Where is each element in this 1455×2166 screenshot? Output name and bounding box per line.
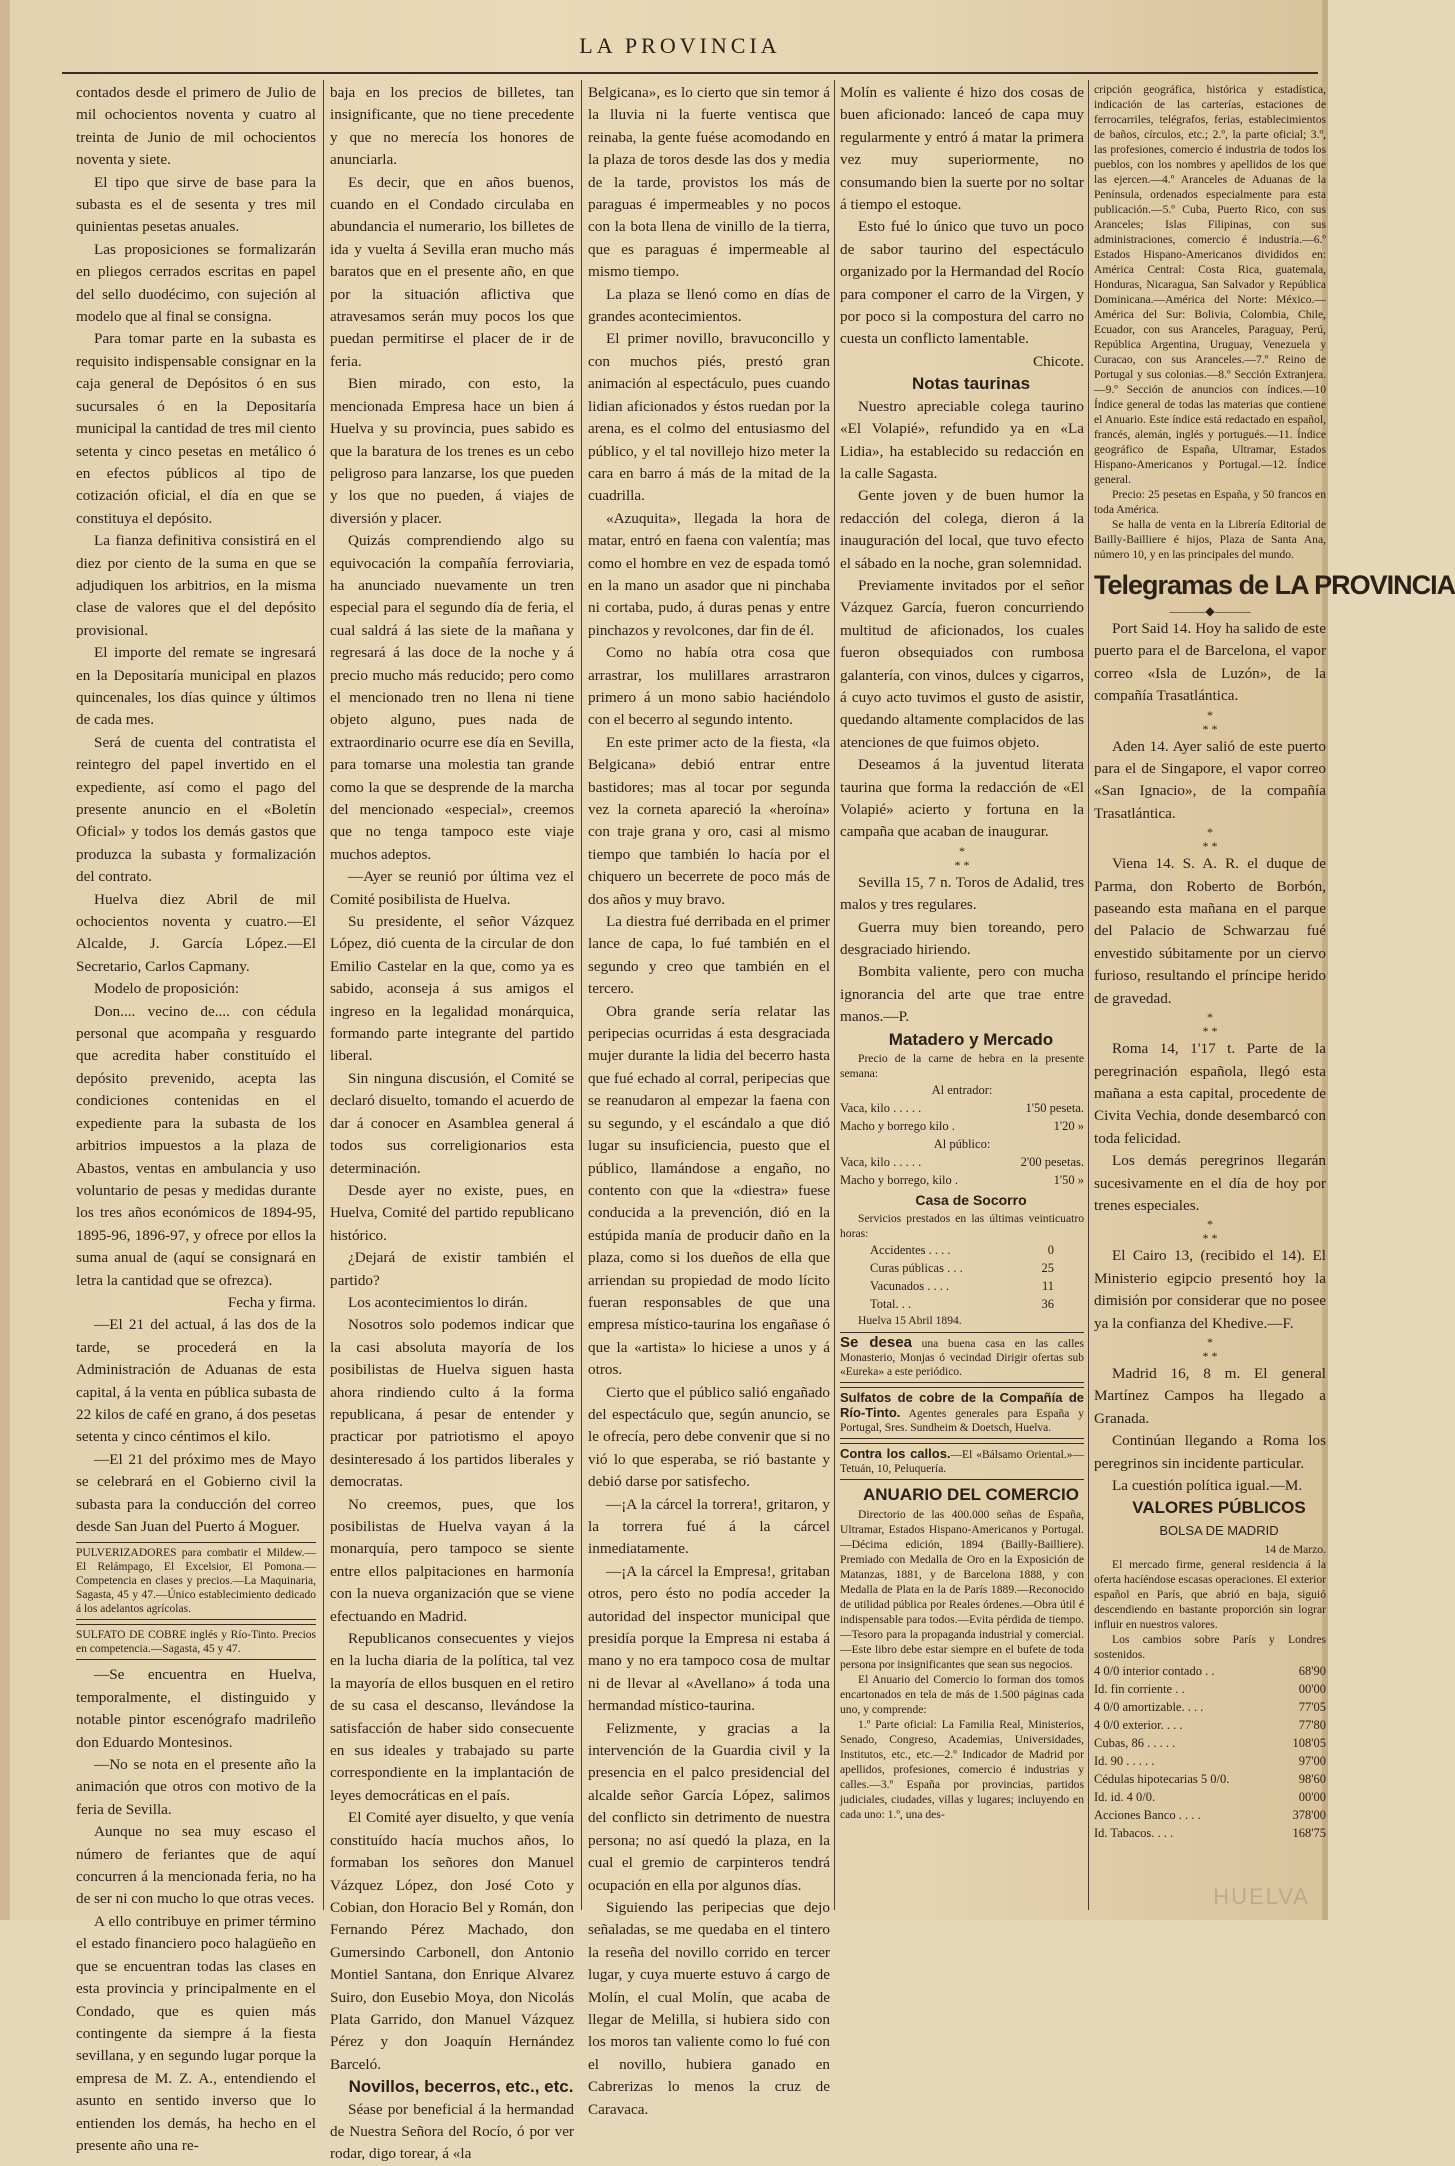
column-5 bbox=[1094, 82, 1455, 1912]
paragraph: Su presidente, el señor Vázquez López, dió cuenta de la circular de don Emilio Castelar en la que, como ya es sabido, aconseja á sus amigos el ingreso en la legalidad monárquica, formando parte integrante del partido liberal. bbox=[330, 913, 574, 1065]
paragraph: —El 21 del próximo mes de Mayo se celebrará en el Gobierno civil la subasta para la conducción del correo desde San Juan del Puerto á Moguer. bbox=[76, 1450, 316, 1535]
table-row bbox=[1094, 1824, 1326, 1842]
paragraph: Servicios prestados en las últimas veinticuatro horas: bbox=[840, 1212, 1084, 1241]
section-heading: ANUARIO DEL COMERCIO bbox=[863, 1485, 1079, 1505]
table-row bbox=[1094, 1806, 1326, 1824]
telegram: El Cairo 13, (recibido el 14). El Ministerio egipcio presentó hoy la dimisión por considerar que no posee ya la confianza del Khedive.—F. bbox=[1094, 1247, 1326, 1332]
stock-value: 77'80 bbox=[1298, 1718, 1326, 1733]
stock-label: 4 0/0 interior contado . . bbox=[1094, 1664, 1215, 1679]
stock-label: Cubas, 86 . . . . . bbox=[1094, 1736, 1176, 1751]
subheading: BOLSA DE MADRID bbox=[1159, 1522, 1279, 1538]
dateline: 14 de Marzo. bbox=[1264, 1543, 1326, 1557]
stock-label: Id. 90 . . . . . bbox=[1094, 1754, 1155, 1769]
section-heading: Novillos, becerros, etc., etc. bbox=[348, 2077, 574, 2097]
table-row bbox=[1094, 1698, 1326, 1716]
column-3 bbox=[588, 82, 830, 2118]
column-divider bbox=[1088, 80, 1089, 1910]
stock-label: 4 0/0 exterior. . . . bbox=[1094, 1718, 1183, 1733]
paragraph: Directorio de las 400.000 señas de España, Ultramar, Estados Hispano-Americanos y Portugal.—Décima edición, 1894 (Bailly-Bailliere). Premiado con Medalla de Oro en la Exposición de Matanzas, 1881, y de Barcelona 1888, y con Medalla de Plata en la de París 1889.—Reconocido de utilidad pública por Reales órdenes.—Obra útil é indispensable para todos.—Evita pérdida de tiempo.—Tesoro para la propaganda industrial y comercial.—Este libro debe estar siempre en el bufete de toda persona por insignificantes que sean sus negocios. bbox=[840, 1507, 1084, 1671]
page-edge-left bbox=[0, 0, 10, 1920]
paragraph: Es decir, que en años buenos, cuando en el Condado circulaba en abundancia el numerario, los billetes de ida y vuelta á Sevilla eran mucho más baratos que en el presente año, en que por la situación aflictiva que atravesamos serán muy pocos los que puedan permitirse el placer de ir de feria. bbox=[330, 173, 574, 370]
table-row: Vaca, kilo . . . . . 2'00 pesetas. bbox=[840, 1155, 1084, 1170]
column-divider bbox=[581, 80, 582, 1910]
paragraph: Siguiendo las peripecias que dejo señaladas, se me quedaba en el tintero la reseña del novillo corrido en tercer lugar, y cuya muerte estuvo á cargo de Molín, el cual Molín, que acaba de llegar de Melilla, si hubiera sido con los moros tan valiente como lo fué con el novillo, hubiera ganado en Cabrerizas lo menos la cruz de Caravaca. bbox=[588, 1898, 830, 2118]
services-table bbox=[840, 1241, 1084, 1313]
stock-label: Acciones Banco . . . . bbox=[1094, 1808, 1201, 1823]
paragraph: —¡A la cárcel la Empresa!, gritaban otros, pero ésto no podía acceder la autoridad del inspector municipal que presidía porque la Empresa ni estaba á mano y no era tampoco cosa de multar ni de llevar al «Avellano» á toda una hermandad místico-taurina. bbox=[588, 1562, 830, 1715]
paragraph: El importe del remate se ingresará en la Depositaría municipal en plazos quincenales, los días quince y últimos de cada mes. bbox=[76, 644, 316, 729]
signature-line: Fecha y firma. bbox=[227, 1293, 316, 1311]
paragraph: Cierto que el público salió engañado del espectáculo que, según anuncio, se le ofrecía, pero debe convenir que si no vió lo que esperaba, se rió bastante y debió darse por satisfecho. bbox=[588, 1383, 830, 1491]
masthead-rule bbox=[62, 72, 1318, 74]
paragraph: Don.... vecino de.... con cédula personal que acompaña y resguardo que acredita haber constituído el depósito prevenido, acepta las condiciones contenidas en el expediente para la subasta de los arbitrios impuestos a la plaza de Abastos, ventas en ambulancia y uso voluntario de pesas y medidas durante los tres años económicos de 1894-95, 1895-96, 1896-97, y ofrece por ellos la suma anual de (aquí se consignará en letra la cantidad que se ofrezca). bbox=[76, 1002, 316, 1289]
paragraph: Séase por beneficial á la hermandad de Nuestra Señora del Rocío, ó por ver rodar, digo torear, á «la bbox=[330, 2100, 574, 2163]
masthead: LA PROVINCIA bbox=[579, 33, 781, 58]
paragraph: La plaza se llenó como en días de grandes acontecimientos. bbox=[588, 285, 830, 326]
price-table bbox=[840, 1081, 1084, 1189]
telegram-heading: Telegramas de LA PROVINCIA bbox=[1094, 570, 1455, 600]
table-row bbox=[1094, 1680, 1326, 1698]
separator-asterisks: * * * bbox=[1202, 707, 1218, 736]
separator-asterisks: * * * bbox=[1202, 825, 1218, 854]
paragraph: Obra grande sería relatar las peripecias ocurridas á esta desgraciada mujer durante la lidia del becerro hasta que fué echado al corral, peripecias que se reanudaron al empezar la faena con su segundo, y el escándalo a que dió lugar su insuficiencia, puesto que el público, llamándose a engaño, no contento con que la «diestra» fuese conducida a la prevención, dió en la estúpida manía de producir daño en la plaza, como si los dueños de ella que arriendan su propiedad de modo lícito fueran responsables de que una empresa místico-taurina los engañase ó que la «artista» lo hiciese a unos y á otros. bbox=[588, 1002, 830, 1379]
paragraph: Bien mirado, con esto, la mencionada Empresa hace un bien á Huelva y su provincia, pues sabido es que la baratura de los trenes es un cebo peligroso para lanzarse, los que pueden y los que no pueden, á viajes de diversión y placer. bbox=[330, 375, 574, 527]
paragraph: El tipo que sirve de base para la subasta es el de sesenta y tres mil quinientas pesetas anuales. bbox=[76, 173, 316, 236]
paragraph: El mercado firme, general residencia á la oferta hacíéndose escasas operaciones. El exterior español en París, que abrió en baja, siguió descendiendo en bastante proporción sin lograr influir en nuestros valores. bbox=[1094, 1558, 1326, 1632]
table-subheading: Al público: bbox=[933, 1137, 991, 1152]
paragraph: Los cambios sobre París y Londres sostenidos. bbox=[1094, 1633, 1326, 1662]
table-row: Macho y borrego kilo . 1'20 » bbox=[840, 1119, 1084, 1134]
stock-value: 00'00 bbox=[1298, 1682, 1326, 1697]
paragraph: cripción geográfica, histórica y estadística, indicación de las carterías, estaciones de ferrocarriles, telégrafos, ferias, establecimientos de baños, círculos, etc.; 2.º, la parte oficial; 3.º, las profesiones, comercio é industria de todos los pueblos, con los nombres y apellidos de los que las ejercen.—4.º Aranceles de Aduanas de la Península, ordenados especialmente para esta publicación.—5.º Cuba, Puerto Rico, con sus Aranceles; Islas Filipinas, con sus administraciones, comercio é industria.—6.º Estados Hispano-Americanos divididos en: América Central: Costa Rica, guatemala, Honduras, Nicaragua, San Salvador y República Dominicana.—América del Norte: México.—América del Sur: Bolivia, Colombia, Chile, Ecuador, con sus Aranceles, Paraguay, Perú, República Argentina, Uruguay, Venezuela y Curacao, con sus Aranceles.—7.º Reino de Portugal y sus colonias.—8.º Sección Extranjera.—9.º Sección de anuncios con índices.—10 Índice general de todas las materias que contiene el Anuario. Este índice está redactado en español, francés, alemán, inglés y portugués.—11. Índice geográfico de España, Ultramar, Estados Hispano-Americanos y Portugal.—12. Índice general. bbox=[1094, 83, 1326, 486]
paragraph: El Comité ayer disuelto, y que venía constituído hacía muchos años, lo formaban los señores don Manuel Vázquez López, don José Coto y Cobian, don Horacio Bel y Román, don Fernando Pérez Machado, don Gumersindo Carbonell, don Antonio Montiel Santana, don Enrique Alvarez Suiro, don Eusebio Moya, don Nicolás Plata Garrido, don Manuel Vázquez Pérez y don Joaquín Hernández Barceló. bbox=[330, 1809, 574, 2073]
table-subheading: Al entrador: bbox=[931, 1083, 993, 1098]
telegram: Madrid 16, 8 m. El general Martínez Campos ha llegado a Granada. bbox=[1094, 1364, 1326, 1427]
section-heading: VALORES PÚBLICOS bbox=[1132, 1498, 1306, 1518]
paragraph: Como no había otra cosa que arrastrar, los mulillares arrastraron primero á un mono sabio haciéndolo con el becerro al segundo intento. bbox=[588, 644, 830, 729]
table-row bbox=[1094, 1770, 1326, 1788]
paragraph: Huelva diez Abril de mil ochocientos noventa y cuatro.—El Alcalde, J. García López.—El Secretario, Carlos Capmany. bbox=[76, 890, 316, 975]
paragraph: El primer novillo, bravuconcillo y con muchos piés, prestó gran animación al espectáculo, pues cuando lidian aficionados y éstos ruedan por la arena, es el colmo del entusiasmo del público, y el tal novillejo hizo meter la cara en barro á más de la mitad de la cuadrilla. bbox=[588, 330, 830, 505]
column-divider bbox=[323, 80, 324, 1910]
paragraph: Republicanos consecuentes y viejos en la lucha diaria de la política, tal vez la mayoría de ellos busquen en el retiro de su casa el descanso, llevándose la satisfacción de haber sido consecuente en sus ideales y trabajado su parte correspondiente en la implantación de leyes democráticas en el país. bbox=[330, 1630, 574, 1804]
section-heading: Matadero y Mercado bbox=[888, 1029, 1054, 1049]
paragraph: Quizás comprendiendo algo su equivocación la compañía ferroviaria, ha anunciado nuevamente un tren especial para el segundo día de feria, el cual saldrá á las siete de la mañana y regresará á las doce de la noche y á precio mucho más reducido; pero como el mencionado tren no llena ni tiene objeto alguno, pues nada de extraordinario ocurre ese día en Sevilla, para tomarse una molestia tan grande como la que se desprende de la marcha del mencionado «especial», creemos que no tenga tampoco este viaje muchos adeptos. bbox=[330, 532, 574, 863]
table-row: Total. . . 36 bbox=[870, 1297, 1054, 1312]
paragraph: Nuestro apreciable colega taurino «El Volapié», refundido ya en «La Lidia», ha establecido su redacción en la calle Sagasta. bbox=[840, 397, 1084, 482]
column-divider bbox=[834, 80, 835, 1910]
stock-label: Cédulas hipotecarias 5 0/0. bbox=[1094, 1772, 1230, 1787]
section-heading: Notas taurinas bbox=[911, 374, 1031, 394]
stock-value: 00'00 bbox=[1298, 1790, 1326, 1805]
paragraph: Guerra muy bien toreando, pero desgraciado hiriendo. bbox=[840, 918, 1084, 959]
table-row: Macho y borrego, kilo . 1'50 » bbox=[840, 1173, 1084, 1188]
paragraph: Se halla de venta en la Librería Editorial de Bailly-Bailliere é hijos, Plaza de Santa Ana, número 10, y en las principales del mundo. bbox=[1094, 518, 1326, 561]
table-row bbox=[1094, 1734, 1326, 1752]
paragraph: contados desde el primero de Julio de mil ochocientos noventa y cuatro al treinta de Junio de mil ochocientos noventa y siete. bbox=[76, 84, 316, 169]
column-2 bbox=[330, 82, 574, 2163]
table-row: Curas públicas . . . 25 bbox=[870, 1261, 1054, 1276]
advertisement: Contra los callos.—El «Bálsamo Oriental.»—Tetuán, 10, Peluquería. bbox=[840, 1443, 1084, 1480]
telegram: Aden 14. Ayer salió de este puerto para el de Singapore, el vapor correo «San Ignacio», de la compañía Trasatlántica. bbox=[1094, 737, 1326, 822]
paragraph: Sevilla 15, 7 n. Toros de Adalid, tres malos y tres regulares. bbox=[840, 873, 1084, 914]
paragraph: La fianza definitiva consistirá en el diez por ciento de la suma en que se adjudiquen los arbitrios, en la misma clase de valores que el del depósito provisional. bbox=[76, 532, 316, 639]
stock-label: Id. fin corriente . . bbox=[1094, 1682, 1185, 1697]
paragraph: Precio de la carne de hebra en la presente semana: bbox=[840, 1052, 1084, 1081]
table-row: Vacunados . . . . 11 bbox=[870, 1279, 1054, 1294]
paragraph: Gente joven y de buen humor la redacción del colega, dieron á la inauguración del local, que tuvo efecto el sábado en la noche, gran solemnidad. bbox=[840, 487, 1084, 572]
paragraph: Bombita valiente, pero con mucha ignorancia del arte que trae entre manos.—P. bbox=[840, 963, 1084, 1026]
paragraph: Las proposiciones se formalizarán en pliegos cerrados escritas en papel del sello duodécimo, con sujeción al modelo que al final se consigna. bbox=[76, 240, 316, 326]
telegram: Port Said 14. Hoy ha salido de este puerto para el de Barcelona, el vapor correo «Isla de Luzón», de la compañía Trasatlántica. bbox=[1094, 620, 1326, 705]
library-watermark: HUELVA bbox=[1213, 1884, 1310, 1909]
table-row: Vaca, kilo . . . . . 1'50 peseta. bbox=[840, 1101, 1084, 1116]
paragraph: Los acontecimientos lo dirán. bbox=[348, 1293, 528, 1311]
stock-value: 97'00 bbox=[1298, 1754, 1326, 1769]
paragraph: A ello contribuye en primer término el estado financiero poco halagüeño en que se encuentran todas las clases en esta provincia y principalmente en el Condado, que es quien más contingente da siempre á la fiesta sevillana, y en segundo lugar porque la empresa de M. Z. A., entendiendo el asunto en sentido inverso que lo entienden los demás, ha hecho en el presente año una re- bbox=[76, 1912, 316, 2154]
table-row bbox=[1094, 1662, 1326, 1680]
stock-label: Id. Tabacos. . . . bbox=[1094, 1826, 1174, 1841]
paragraph: Precio: 25 pesetas en España, y 50 francos en toda América. bbox=[1094, 488, 1326, 516]
stock-value: 68'90 bbox=[1298, 1664, 1326, 1679]
paragraph: Molín es valiente é hizo dos cosas de buen aficionado: lanceó de capa muy regularmente y entró á matar la primera vez muy superiormente, no consumando bien la suerte por no soltar á tiempo el estoque. bbox=[840, 84, 1084, 214]
column-1 bbox=[76, 82, 316, 2154]
paragraph: —Se encuentra en Huelva, temporalmente, el distinguido y notable pintor escenógrafo madrileño don Eduardo Montesinos. bbox=[76, 1666, 316, 1751]
separator-asterisks: * * * bbox=[1202, 1010, 1218, 1039]
stock-label: 4 0/0 amortizable. . . . bbox=[1094, 1700, 1204, 1715]
stock-value: 108'05 bbox=[1292, 1736, 1326, 1751]
paragraph: Modelo de proposición: bbox=[94, 980, 240, 998]
stock-value: 98'60 bbox=[1298, 1772, 1326, 1787]
paragraph: —Ayer se reunió por última vez el Comité posibilista de Huelva. bbox=[330, 868, 574, 908]
separator-asterisks: * * * bbox=[1202, 1217, 1218, 1246]
telegram: Los demás peregrinos llegarán sucesivamente en el día de hoy por trenes especiales. bbox=[1094, 1152, 1326, 1214]
paragraph: Felizmente, y gracias a la intervención de la Guardia civil y la presencia en el palco presidencial del alcalde señor García López, salimos del conflicto sin detrimento de nuestra persona; no así quedó la plaza, en la cual el gremio de carpinteros tendrá ocupación en ella por algunos días. bbox=[588, 1719, 830, 1894]
advertisement: Sulfatos de cobre de la Compañía de Río-Tinto. Agentes generales para España y Portugal, Sres. Sundheim & Doetsch, Huelva. bbox=[840, 1387, 1084, 1439]
paragraph: —¡A la cárcel la torrera!, gritaron, y la torrera fué á la cárcel inmediatamente. bbox=[588, 1495, 830, 1558]
telegram: Viena 14. S. A. R. el duque de Parma, don Roberto de Borbón, paseando esta mañana en el parque del Palacio de Schwarzau fué envestido súbitamente por un ciervo furioso, resultando el príncipe herido de gravedad. bbox=[1094, 855, 1326, 1007]
column-4 bbox=[840, 82, 1084, 1912]
paragraph: Nosotros solo podemos indicar que la casi absoluta mayoría de los posibilistas de Huelva siguen hasta ahora rindiendo culto á la forma republicana, á pesar de entender y practicar por patriotismo el apoyo desinteresado á los partidos liberales y democratas. bbox=[330, 1316, 574, 1491]
paragraph: La diestra fué derribada en el primer lance de capa, lo fué también en el segundo y creo que también en el tercero. bbox=[588, 913, 830, 998]
section-heading: Casa de Socorro bbox=[915, 1192, 1027, 1209]
advertisement: Se desea una buena casa en las calles Monasterio, Monjas ó vecindad Dirigir ofertas sub «Eureka» a este periódico. bbox=[840, 1332, 1084, 1383]
dateline: Huelva 15 Abril 1894. bbox=[858, 1314, 962, 1328]
paragraph: Aunque no sea muy escaso el número de feriantes que de aquí concurren á la mencionada feria, no ha de ser ni con mucho lo que otras veces. bbox=[76, 1823, 316, 1908]
table-row bbox=[1094, 1788, 1326, 1806]
paragraph: Sin ninguna discusión, el Comité se declaró disuelto, tomando el acuerdo de dar á conocer en Asamblea general á todos sus correligionarios esta determinación. bbox=[330, 1069, 574, 1177]
separator-asterisks: * * * bbox=[954, 843, 970, 872]
paragraph: En este primer acto de la fiesta, «la Belgicana» debió entrar entre bastidores; mas al tocar por segunda vez la corneta apareció la «heroína» con traje grana y oro, casi al mismo tiempo que también lo hacía por el chiquero un becerrete de poco más de dos años y muy bravo. bbox=[588, 733, 830, 908]
paragraph: Esto fué lo único que tuvo un poco de sabor taurino del espectáculo organizado por la Hermandad del Rocío para componer el carro de la Virgen, y por poco si la compostura del carro no cuesta un conflicto lamentable. bbox=[840, 218, 1084, 348]
table-row bbox=[1094, 1752, 1326, 1770]
byline: Chicote. bbox=[1032, 352, 1084, 370]
advertisement: PULVERIZADORES para combatir el Mildew.—El Relámpago, El Excelsior, El Pomona.—Competencia en clases y precios.—La Maquinaria, Sagasta, 45 y 47.—Único establecimiento dedicado á los adelantos agrícolas. bbox=[76, 1542, 316, 1620]
paragraph: —El 21 del actual, á las dos de la tarde, se procederá en la Administración de Aduanas de esta capital, á la venta en pública subasta de 22 kilos de café en grano, á dos pesetas setenta y cinco céntimos el kilo. bbox=[76, 1316, 316, 1446]
paragraph: Para tomar parte en la subasta es requisito indispensable consignar en la caja general de Depósitos ó en sus sucursales ó en la Depositaría municipal la cantidad de tres mil ciento setenta y cinco pesetas en metálico ó en efectos públicos al tipo de cotización oficial, el día en que se constituya el depósito. bbox=[76, 330, 316, 527]
stock-table bbox=[1094, 1662, 1326, 1842]
separator-asterisks: * * * bbox=[1202, 1334, 1218, 1363]
telegram: Continúan llegando a Roma los peregrinos sin incidente particular. bbox=[1094, 1432, 1326, 1472]
telegram: Roma 14, 1'17 t. Parte de la peregrinación española, llegó esta mañana a esta capital, procedente de Civita Vechia, donde desembarcó con toda felicidad. bbox=[1094, 1040, 1326, 1147]
paragraph: Previamente invitados por el señor Vázquez García, fueron concurriendo multitud de aficionados, los cuales fueron obsequiados con rumbosa galantería, con vinos, dulces y cigarros, á cuyo acto tuvimos el gusto de asistir, quedando altamente complacidos de las atenciones de que fuimos objeto. bbox=[840, 576, 1084, 751]
paragraph: ¿Dejará de existir también el partido? bbox=[330, 1249, 574, 1289]
paragraph: Deseamos á la juventud literata taurina que forma la redacción de «El Volapié» acierto y fortuna en la campaña que acaban de inaugurar. bbox=[840, 756, 1084, 841]
separator-rule: ———◆——— bbox=[1169, 604, 1251, 618]
paragraph: «Azuquita», llegada la hora de matar, entró en faena con valentía; mas como el hombre en vez de espada tomó en la mano un asador que ni pinchaba ni cortaba, pudo, á duras penas y entre pinchazos y revolcones, dar fin de él. bbox=[588, 509, 830, 639]
stock-value: 77'05 bbox=[1298, 1700, 1326, 1715]
paragraph: —No se nota en el presente año la animación que otros con motivo de la feria de Sevilla. bbox=[76, 1756, 316, 1818]
paragraph: baja en los precios de billetes, tan insignificante, que no tiene precedente y que no merecía los honores de anunciarla. bbox=[330, 84, 574, 169]
paragraph: Desde ayer no existe, pues, en Huelva, Comité del partido republicano histórico. bbox=[330, 1181, 574, 1244]
paragraph: El Anuario del Comercio lo forman dos tomos encartonados en tela de más de 1.500 páginas cada uno, y comprende: bbox=[840, 1672, 1084, 1716]
paragraph: Será de cuenta del contratista el reintegro del papel invertido en el expediente, así como el pago del presente anuncio en el «Boletín Oficial» y todos los demás gastos que produzca la subasta y formalización del contrato. bbox=[76, 733, 316, 886]
paragraph: No creemos, pues, que los posibilistas de Huelva vayan á la monarquía, pero tampoco se siente entre ellos palpitaciones en harmonía con la nueva organización que se viene efectuando en Madrid. bbox=[330, 1495, 574, 1625]
stock-value: 168'75 bbox=[1292, 1826, 1326, 1841]
stock-label: Id. id. 4 0/0. bbox=[1094, 1790, 1156, 1805]
telegram: La cuestión política igual.—M. bbox=[1112, 1477, 1303, 1494]
table-row: Accidentes . . . . 0 bbox=[870, 1243, 1054, 1258]
table-row bbox=[1094, 1716, 1326, 1734]
paragraph: 1.º Parte oficial: La Familia Real, Ministerios, Senado, Congreso, Academias, Universidades, Institutos, etc., etc.—2.º Indicador de Madrid por apellidos, profesiones, comercio é industrias y calles.—3.º España por provincias, partidos judiciales, ciudades, villas y lugares; incluyendo en cada uno: 1.º, una des- bbox=[840, 1717, 1084, 1821]
stock-value: 378'00 bbox=[1292, 1808, 1326, 1823]
paragraph: Belgicana», es lo cierto que sin temor á la lluvia ni la fuerte ventisca que reinaba, la gente fuése acomodando en la plaza de toros desde las dos y media de la tarde, provistos los más de paraguas é impermeables y no pocos con la bota llena de vinillo de la tierra, que es paraguas é impermeable al mismo tiempo. bbox=[588, 84, 830, 281]
advertisement: SULFATO DE COBRE inglés y Río-Tinto. Precios en competencia.—Sagasta, 45 y 47. bbox=[76, 1624, 316, 1660]
